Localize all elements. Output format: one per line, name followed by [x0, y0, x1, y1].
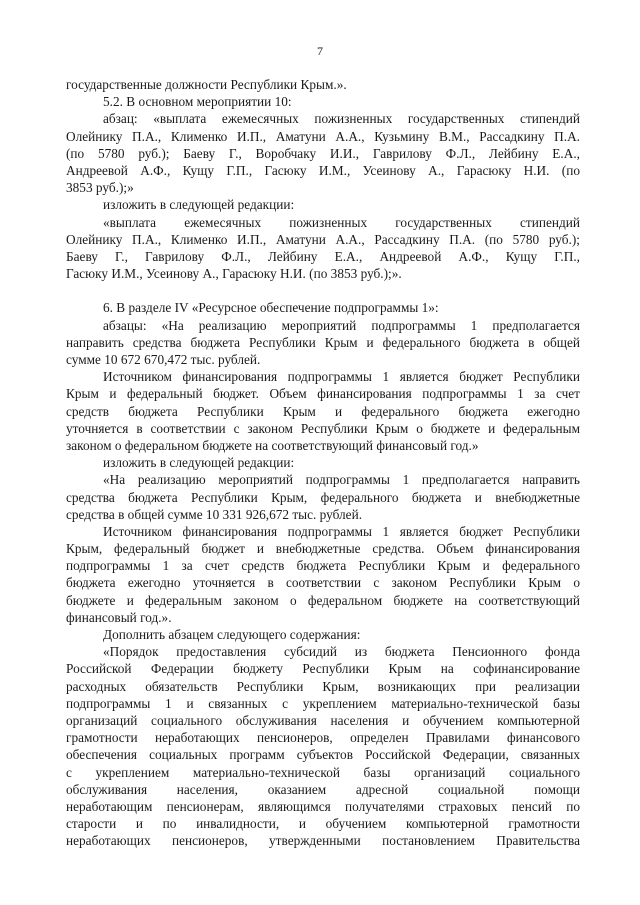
text-line: средства в общей сумме 10 331 926,672 тыс. рублей.: [66, 506, 363, 522]
text-line: 6. В разделе IV «Ресурсное обеспечение подпрограммы 1»:: [103, 300, 439, 316]
text-line: «выплата ежемесячных пожизненных государственных стипендий: [103, 214, 580, 230]
text-line: «На реализацию мероприятий подпрограммы 1 предполагается направить: [103, 472, 580, 488]
text-line: изложить в следующей редакции:: [103, 455, 295, 471]
text-line: обслуживания населения, оказанием адресной социальной помощи: [66, 781, 580, 797]
text-line: «Порядок предоставления субсидий из бюджета Пенсионного фонда: [103, 644, 580, 660]
text-line: финансовый год.».: [66, 609, 172, 625]
text-line: обеспечения социальных программ субъектов Российской Федерации, связанных: [66, 747, 580, 763]
text-line: с укреплением материально-технической базы организаций социального: [66, 764, 580, 780]
text-line: Крым и федеральный бюджет. Объем финансирования подпрограммы 1 за счет: [66, 386, 580, 402]
text-line: Источником финансирования подпрограммы 1 является бюджет Республики: [103, 523, 580, 539]
text-line: подпрограммы 1 и связанных с укреплением материально-технической базы: [66, 695, 580, 711]
text-line: неработающим пенсионерам, являющимся получателями страховых пенсий по: [66, 798, 580, 814]
text-section: [66, 76, 580, 282]
text-section: [66, 299, 580, 849]
text-line: Российской Федерации бюджету Республики Крым на софинансирование: [66, 661, 580, 677]
text-line: абзацы: «На реализацию мероприятий подпрограммы 1 предполагается: [103, 317, 580, 333]
text-line: Олейнику П.А., Клименко И.П., Аматуни А.А., Кузьмину В.М., Рассадкину П.А.: [66, 128, 580, 144]
text-line: абзац: «выплата ежемесячных пожизненных государственных стипендий: [103, 111, 580, 127]
text-line: подпрограммы 1 за счет средств бюджета Республики Крым и федерального: [66, 558, 580, 574]
text-line: организаций социального обслуживания населения и обучением компьютерной: [66, 712, 580, 728]
text-line: Крым, федеральный бюджет и внебюджетные средства. Объем финансирования: [66, 541, 580, 557]
text-line: Андреевой А.Ф., Кущу Г.П., Гасюку И.М., Усеинову А., Гарасюку Н.И. (по: [66, 162, 580, 178]
text-line: Дополнить абзацем следующего содержания:: [103, 627, 361, 642]
text-line: 3853 руб.);»: [66, 180, 134, 196]
text-line: расходных обязательств Республики Крым, возникающих при реализации: [66, 678, 580, 694]
text-line: неработающих пенсионеров, утвержденными постановлением Правительства: [66, 833, 580, 849]
text-line: сумме 10 672 670,472 тыс. рублей.: [66, 352, 261, 367]
text-line: бюджете и федеральным законом о федеральном бюджете на соответствующий: [66, 592, 580, 608]
text-line: средств бюджета Республики Крым и федерального бюджета ежегодно: [66, 403, 580, 419]
text-line: государственные должности Республики Крым.».: [66, 77, 347, 92]
text-line: 5.2. В основном мероприятии 10:: [103, 94, 292, 110]
text-line: законом о федеральном бюджете на соответствующий финансовый год.»: [66, 437, 479, 453]
text-line: бюджета ежегодно уточняется в соответствии с законом Республики Крым о: [66, 575, 580, 591]
paragraph-gap: [66, 282, 580, 299]
text-line: уточняется в соответствии с законом Республики Крым о бюджете и федеральным: [66, 420, 580, 436]
text-line: Источником финансирования подпрограммы 1 является бюджет Республики: [103, 369, 580, 385]
text-line: старости и по инвалидности, и обучением компьютерной грамотности: [66, 816, 580, 832]
page-number: 7: [317, 44, 323, 58]
text-line: Олейнику П.А., Клименко И.П., Аматуни А.А., Рассадкину П.А. (по 5780 руб.);: [66, 231, 580, 247]
text-line: средства бюджета Республики Крым, федерального бюджета и внебюджетные: [66, 489, 580, 505]
text-line: Гасюку И.М., Усеинову А., Гарасюку Н.И. (по 3853 руб.);».: [66, 266, 402, 282]
document-body: [66, 76, 580, 849]
text-line: Баеву Г., Гаврилову Ф.Л., Лейбину Е.А., Андреевой А.Ф., Кущу Г.П.,: [66, 248, 580, 264]
text-line: изложить в следующей редакции:: [103, 197, 295, 213]
text-line: грамотности неработающих пенсионеров, определен Правилами финансового: [66, 730, 580, 746]
text-line: направить средства бюджета Республики Крым и федерального бюджета в общей: [66, 334, 580, 350]
text-line: (по 5780 руб.); Баеву Г., Воробчаку И.И., Гаврилову Ф.Л., Лейбину Е.А.,: [66, 145, 580, 161]
